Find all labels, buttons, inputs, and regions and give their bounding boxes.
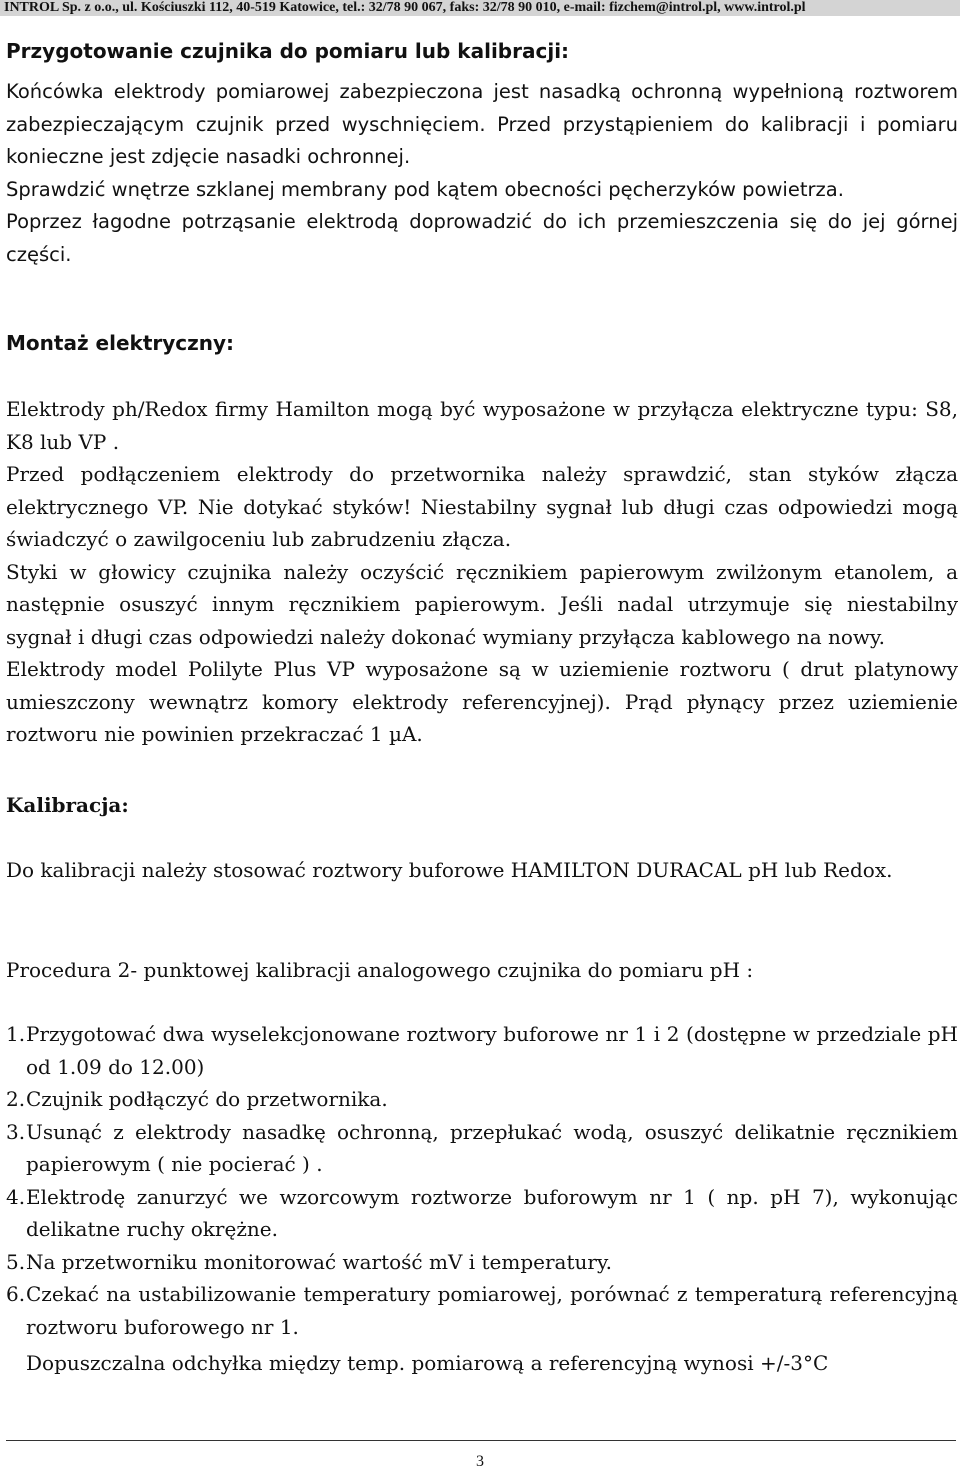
calibration-procedure-heading: Procedura 2- punktowej kalibracji analogowego czujnika do pomiaru pH : (6, 958, 754, 982)
calibration-intro: Do kalibracji należy stosować roztwory buforowe HAMILTON DURACAL pH lub Redox. (6, 858, 893, 882)
section-title-calibration: Kalibracja: (6, 793, 129, 817)
step-text: Usunąć z elektrody nasadkę ochronną, przepłukać wodą, osuszyć delikatnie ręcznikiem papierowym ( nie pocierać ) . (26, 1119, 958, 1176)
step-number: 6. (6, 1282, 26, 1306)
section-title-preparation: Przygotowanie czujnika do pomiaru lub kalibracji: (6, 39, 570, 63)
company-header: INTROL Sp. z o.o., ul. Kościuszki 112, 40-519 Katowice, tel.: 32/78 90 067, faks: 32/78 90 010, e-mail: fizchem@introl.pl, www.introl.pl (0, 0, 960, 16)
step-number: 4. (6, 1184, 26, 1209)
footer-divider (6, 1440, 956, 1441)
mounting-paragraph-1: Elektrody ph/Redox firmy Hamilton mogą być wyposażone w przyłącza elektryczne typu: S8, K8 lub VP . (6, 397, 958, 454)
step-number: 2. (6, 1087, 26, 1111)
calibration-step (6, 1246, 958, 1279)
preparation-paragraph-3: Poprzez łagodne potrząsanie elektrodą doprowadzić do ich przemieszczenia się do jej górnej części. (6, 210, 958, 266)
calibration-steps-list (6, 1018, 958, 1343)
step-number: 5. (6, 1249, 26, 1274)
step-text: Na przetworniku monitorować wartość mV i temperatury. (26, 1249, 612, 1274)
mounting-paragraph-4: Elektrody model Polilyte Plus VP wyposażone są w uziemienie roztworu ( drut platynowy umieszczony wewnątrz komory elektrody referencyjnej). Prąd płynący przez uziemienie roztworu nie powinien przekraczać 1 µA. (6, 657, 958, 746)
tolerance-note: Dopuszczalna odchyłka między temp. pomiarową a referencyjną wynosi +/-3°C (26, 1351, 829, 1375)
calibration-step (6, 1018, 958, 1083)
preparation-paragraph-1: Końcówka elektrody pomiarowej zabezpieczona jest nasadką ochronną wypełnioną roztworem zabezpieczającym czujnik przed wyschnięciem. Przed przystąpieniem do kalibracji i pomiaru konieczne jest zdjęcie nasadki ochronnej. (6, 80, 958, 168)
preparation-body (6, 76, 958, 271)
step-text: Czekać na ustabilizowanie temperatury pomiarowej, porównać z temperaturą referencyjną roztworu buforowego nr 1. (26, 1282, 958, 1339)
step-number: 1. (6, 1022, 26, 1046)
step-number: 3. (6, 1119, 26, 1144)
step-text: Czujnik podłączyć do przetwornika. (26, 1087, 388, 1111)
mounting-body (6, 393, 958, 751)
calibration-step (6, 1181, 958, 1246)
preparation-paragraph-2: Sprawdzić wnętrze szklanej membrany pod kątem obecności pęcherzyków powietrza. (6, 177, 844, 201)
calibration-step (6, 1083, 958, 1116)
mounting-paragraph-3: Styki w głowicy czujnika należy oczyścić ręcznikiem papierowym zwilżonym etanolem, a następnie osuszyć innym ręcznikiem papierowym. Jeśli nadal utrzymuje się niestabilny sygnał i długi czas odpowiedzi należy dokonać wymiany przyłącza kablowego na nowy. (6, 559, 958, 649)
calibration-step (6, 1116, 958, 1181)
step-text: Elektrodę zanurzyć we wzorcowym roztworze buforowym nr 1 ( np. pH 7), wykonując delikatne ruchy okrężne. (26, 1184, 958, 1241)
page-number: 3 (476, 1453, 484, 1470)
step-text: Przygotować dwa wyselekcjonowane roztwory buforowe nr 1 i 2 (dostępne w przedziale pH od 1.09 do 12.00) (26, 1022, 958, 1079)
mounting-paragraph-2: Przed podłączeniem elektrody do przetwornika należy sprawdzić, stan styków złącza elektrycznego VP. Nie dotykać styków! Niestabilny sygnał lub długi czas odpowiedzi mogą świadczyć o zawilgoceniu lub zabrudzeniu złącza. (6, 462, 958, 551)
section-title-electrical-mounting: Montaż elektryczny: (6, 331, 235, 355)
calibration-step (6, 1278, 958, 1343)
